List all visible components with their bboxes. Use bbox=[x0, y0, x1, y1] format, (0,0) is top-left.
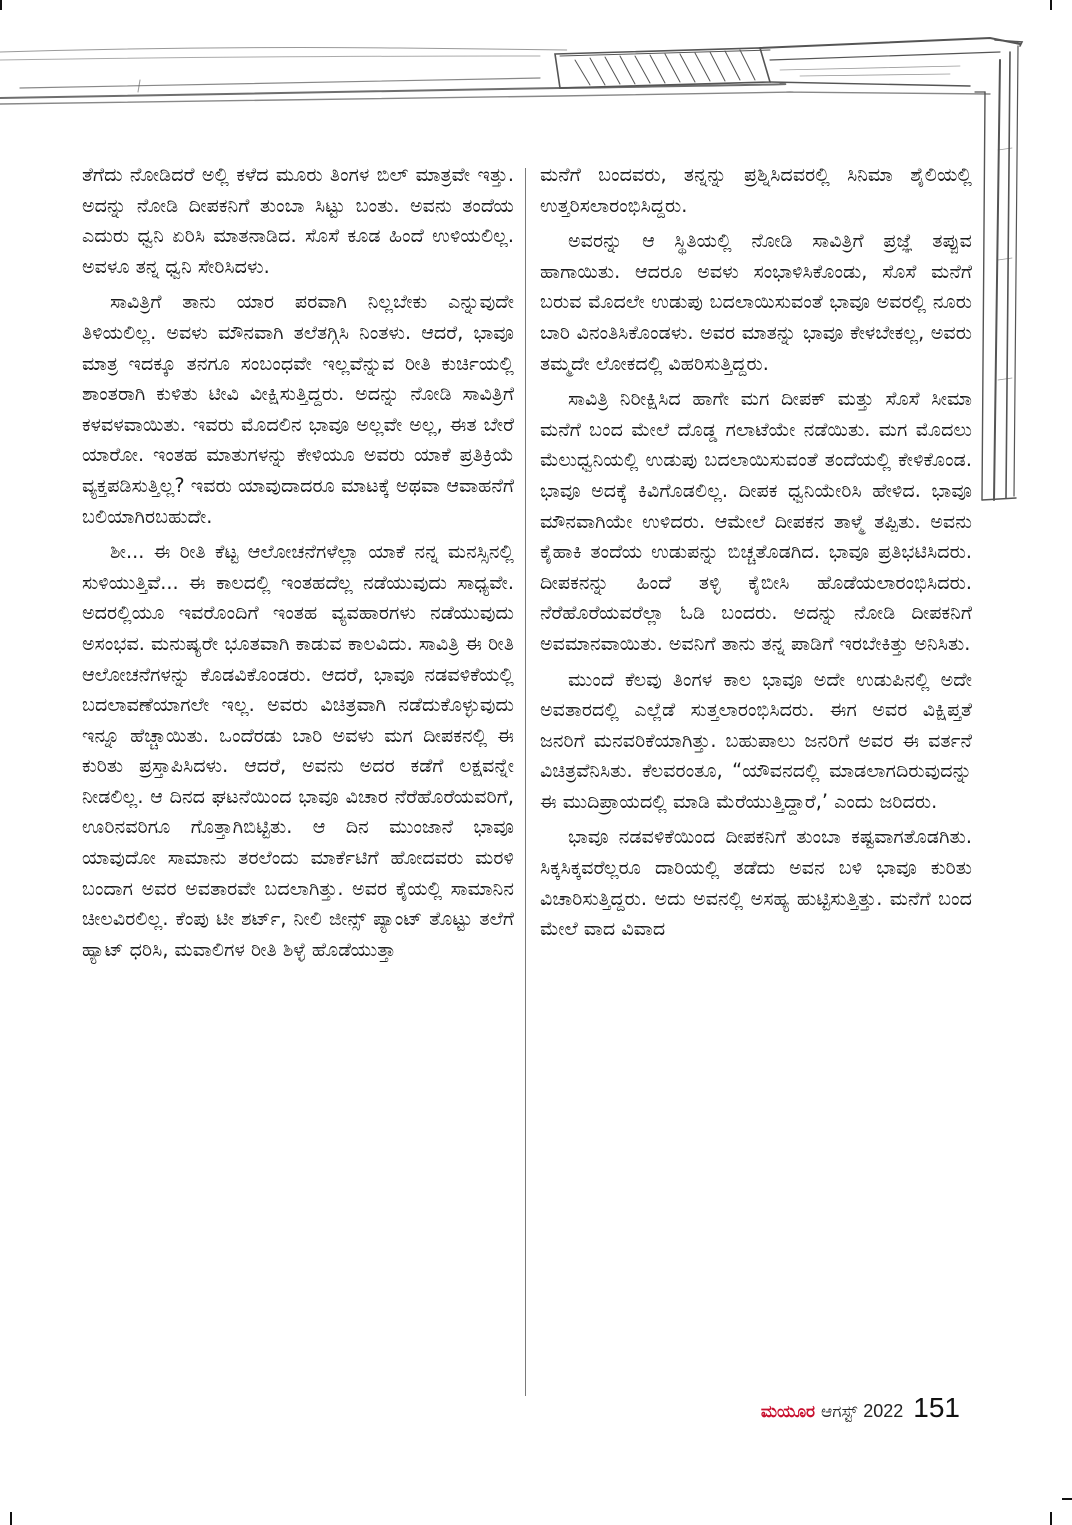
paragraph: ಮನೆಗೆ ಬಂದವರು, ತನ್ನನ್ನು ಪ್ರಶ್ನಿಸಿದವರಲ್ಲಿ ಸಿನಿಮಾ ಶೈಲಿಯಲ್ಲಿ ಉತ್ತರಿಸಲಾರಂಭಿಸಿದ್ದರು. bbox=[540, 163, 972, 217]
paragraph: ಸಾವಿತ್ರಿಗೆ ತಾನು ಯಾರ ಪರವಾಗಿ ನಿಲ್ಲಬೇಕು ಎನ್ನುವುದೇ ತಿಳಿಯಲಿಲ್ಲ. ಅವಳು ಮೌನವಾಗಿ ತಲೆತಗ್ಗಿಸಿ ನಿಂತಳು. ಆದರೆ, ಭಾವೂ ಮಾತ್ರ ಇದಕ್ಕೂ ತನಗೂ ಸಂಬಂಧವೇ ಇಲ್ಲವೆನ್ನುವ ರೀತಿ ಕುರ್ಚಿಯಲ್ಲಿ ಶಾಂತರಾಗಿ ಕುಳಿತು ಟೀವಿ ವೀಕ್ಷಿಸುತ್ತಿದ್ದರು. ಅದನ್ನು ನೋಡಿ ಸಾವಿತ್ರಿಗೆ ಕಳವಳವಾಯಿತು. ಇವರು ಮೊದಲಿನ ಭಾವೂ ಅಲ್ಲವೇ ಅಲ್ಲ, ಈತ ಬೇರೆ ಯಾರೋ. ಇಂತಹ ಮಾತುಗಳನ್ನು ಕೇಳಿಯೂ ಅವರು ಯಾಕೆ ಪ್ರತಿಕ್ರಿಯೆ ವ್ಯಕ್ತಪಡಿಸುತ್ತಿಲ್ಲ? ಇವರು ಯಾವುದಾದರೂ ಮಾಟಕ್ಕೆ ಅಥವಾ ಆವಾಹನೆಗೆ ಬಲಿಯಾಗಿರಬಹುದೇ. bbox=[82, 290, 514, 528]
magazine-name: ಮಯೂರ bbox=[760, 1402, 816, 1422]
issue-year: 2022 bbox=[863, 1401, 904, 1421]
crop-mark-bottom-right bbox=[1050, 1512, 1052, 1525]
article-column-left bbox=[82, 160, 514, 970]
crop-mark-bottom-left bbox=[10, 1512, 12, 1525]
paragraph: ಶೀ... ಈ ರೀತಿ ಕೆಟ್ಟ ಆಲೋಚನೆಗಳೆಲ್ಲಾ ಯಾಕೆ ನನ್ನ ಮನಸ್ಸಿನಲ್ಲಿ ಸುಳಿಯುತ್ತಿವೆ... ಈ ಕಾಲದಲ್ಲಿ ಇಂತಹದೆಲ್ಲ ನಡೆಯುವುದು ಸಾಧ್ಯವೇ. ಅದರಲ್ಲಿಯೂ ಇವರೊಂದಿಗೆ ಇಂತಹ ವ್ಯವಹಾರಗಳು ನಡೆಯುವುದು ಅಸಂಭವ. ಮನುಷ್ಯರೇ ಭೂತವಾಗಿ ಕಾಡುವ ಕಾಲವಿದು. ಸಾವಿತ್ರಿ ಈ ರೀತಿ ಆಲೋಚನೆಗಳನ್ನು ಕೊಡವಿಕೊಂಡರು. ಆದರೆ, ಭಾವೂ ನಡವಳಿಕೆಯಲ್ಲಿ ಬದಲಾವಣೆಯಾಗಲೇ ಇಲ್ಲ. ಅವರು ವಿಚಿತ್ರವಾಗಿ ನಡೆದುಕೊಳ್ಳುವುದು ಇನ್ನೂ ಹೆಚ್ಚಾಯಿತು. ಒಂದೆರಡು ಬಾರಿ ಅವಳು ಮಗ ದೀಪಕನಲ್ಲಿ ಈ ಕುರಿತು ಪ್ರಸ್ತಾಪಿಸಿದಳು. ಆದರೆ, ಅವನು ಅದರ ಕಡೆಗೆ ಲಕ್ಷವನ್ನೇ ನೀಡಲಿಲ್ಲ. ಆ ದಿನದ ಘಟನೆಯಿಂದ ಭಾವೂ ವಿಚಾರ ನೆರೆಹೊರೆಯವರಿಗೆ, ಊರಿನವರಿಗೂ ಗೊತ್ತಾಗಿಬಿಟ್ಟಿತು. ಆ ದಿನ ಮುಂಜಾನೆ ಭಾವೂ ಯಾವುದೋ ಸಾಮಾನು ತರಲೆಂದು ಮಾರ್ಕೆಟಿಗೆ ಹೋದವರು ಮರಳಿ ಬಂದಾಗ ಅವರ ಅವತಾರವೇ ಬದಲಾಗಿತ್ತು. ಅವರ ಕೈಯಲ್ಲಿ ಸಾಮಾನಿನ ಚೀಲವಿರಲಿಲ್ಲ. ಕೆಂಪು ಟೀ ಶರ್ಟ್, ನೀಲಿ ಜೀನ್ಸ್ ಪ್ಯಾಂಟ್ ತೊಟ್ಟು ತಲೆಗೆ ಹ್ಯಾಟ್ ಧರಿಸಿ, ಮವಾಲಿಗಳ ರೀತಿ ಶಿಳ್ಳೆ ಹೊಡೆಯುತ್ತಾ bbox=[82, 540, 514, 961]
column-divider bbox=[525, 168, 526, 1396]
paragraph: ಸಾವಿತ್ರಿ ನಿರೀಕ್ಷಿಸಿದ ಹಾಗೇ ಮಗ ದೀಪಕ್ ಮತ್ತು ಸೊಸೆ ಸೀಮಾ ಮನೆಗೆ ಬಂದ ಮೇಲೆ ದೊಡ್ಡ ಗಲಾಟೆಯೇ ನಡೆಯಿತು. ಮಗ ಮೊದಲು ಮೆಲುಧ್ವನಿಯಲ್ಲಿ ಉಡುಪು ಬದಲಾಯಿಸುವಂತೆ ತಂದೆಯಲ್ಲಿ ಕೇಳಿಕೊಂಡ. ಭಾವೂ ಅದಕ್ಕೆ ಕಿವಿಗೊಡಲಿಲ್ಲ. ದೀಪಕ ಧ್ವನಿಯೇರಿಸಿ ಹೇಳಿದ. ಭಾವೂ ಮೌನವಾಗಿಯೇ ಉಳಿದರು. ಆಮೇಲೆ ದೀಪಕನ ತಾಳ್ಮೆ ತಪ್ಪಿತು. ಅವನು ಕೈಹಾಕಿ ತಂದೆಯ ಉಡುಪನ್ನು ಬಿಚ್ಚತೊಡಗಿದ. ಭಾವೂ ಪ್ರತಿಭಟಿಸಿದರು. ದೀಪಕನನ್ನು ಹಿಂದೆ ತಳ್ಳಿ ಕೈಬೀಸಿ ಹೊಡೆಯಲಾರಂಭಿಸಿದರು. ನೆರೆಹೊರೆಯವರೆಲ್ಲಾ ಓಡಿ ಬಂದರು. ಅದನ್ನು ನೋಡಿ ದೀಪಕನಿಗೆ ಅವಮಾನವಾಯಿತು. ಅವನಿಗೆ ತಾನು ತನ್ನ ಪಾಡಿಗೆ ಇರಬೇಕಿತ್ತು ಅನಿಸಿತು. bbox=[540, 387, 972, 655]
issue-month: ಆಗಸ್ಟ್ bbox=[821, 1402, 858, 1422]
paragraph: ಭಾವೂ ನಡವಳಿಕೆಯಿಂದ ದೀಪಕನಿಗೆ ತುಂಬಾ ಕಷ್ಟವಾಗತೊಡಗಿತು. ಸಿಕ್ಕಸಿಕ್ಕವರೆಲ್ಲರೂ ದಾರಿಯಲ್ಲಿ ತಡೆದು ಅವನ ಬಳಿ ಭಾವೂ ಕುರಿತು ವಿಚಾರಿಸುತ್ತಿದ್ದರು. ಅದು ಅವನಲ್ಲಿ ಅಸಹ್ಯ ಹುಟ್ಟಿಸುತ್ತಿತ್ತು. ಮನೆಗೆ ಬಂದ ಮೇಲೆ ವಾದ ವಿವಾದ bbox=[540, 825, 972, 941]
article-column-right bbox=[540, 160, 972, 950]
paragraph: ಮುಂದೆ ಕೆಲವು ತಿಂಗಳ ಕಾಲ ಭಾವೂ ಅದೇ ಉಡುಪಿನಲ್ಲಿ ಅದೇ ಅವತಾರದಲ್ಲಿ ಎಲ್ಲೆಡೆ ಸುತ್ತಲಾರಂಭಿಸಿದರು. ಈಗ ಅವರ ವಿಕ್ಷಿಪ್ತತೆ ಜನರಿಗೆ ಮನವರಿಕೆಯಾಗಿತ್ತು. ಬಹುಪಾಲು ಜನರಿಗೆ ಅವರ ಈ ವರ್ತನೆ ವಿಚಿತ್ರವೆನಿಸಿತು. ಕೆಲವರಂತೂ, “ಯೌವನದಲ್ಲಿ ಮಾಡಲಾಗದಿರುವುದನ್ನು ಈ ಮುದಿಪ್ರಾಯದಲ್ಲಿ ಮಾಡಿ ಮೆರೆಯುತ್ತಿದ್ದಾರೆ,’ ಎಂದು ಜರಿದರು. bbox=[540, 667, 972, 813]
page-footer bbox=[761, 1392, 960, 1426]
crop-mark-right-mid bbox=[1062, 1498, 1072, 1500]
paragraph: ತೆಗೆದು ನೋಡಿದರೆ ಅಲ್ಲಿ ಕಳೆದ ಮೂರು ತಿಂಗಳ ಬಿಲ್ ಮಾತ್ರವೇ ಇತ್ತು. ಅದನ್ನು ನೋಡಿ ದೀಪಕನಿಗೆ ತುಂಬಾ ಸಿಟ್ಟು ಬಂತು. ಅವನು ತಂದೆಯ ಎದುರು ಧ್ವನಿ ಏರಿಸಿ ಮಾತನಾಡಿದ. ಸೊಸೆ ಕೂಡ ಹಿಂದೆ ಉಳಿಯಲಿಲ್ಲ. ಅವಳೂ ತನ್ನ ಧ್ವನಿ ಸೇರಿಸಿದಳು. bbox=[82, 163, 514, 278]
page-number: 151 bbox=[913, 1392, 960, 1423]
paragraph: ಅವರನ್ನು ಆ ಸ್ಥಿತಿಯಲ್ಲಿ ನೋಡಿ ಸಾವಿತ್ರಿಗೆ ಪ್ರಜ್ಞೆ ತಪ್ಪುವ ಹಾಗಾಯಿತು. ಆದರೂ ಅವಳು ಸಂಭಾಳಿಸಿಕೊಂಡು, ಸೊಸೆ ಮನೆಗೆ ಬರುವ ಮೊದಲೇ ಉಡುಪು ಬದಲಾಯಿಸುವಂತೆ ಭಾವೂ ಅವರಲ್ಲಿ ನೂರು ಬಾರಿ ವಿನಂತಿಸಿಕೊಂಡಳು. ಅವರ ಮಾತನ್ನು ಭಾವೂ ಕೇಳಬೇಕಲ್ಲ, ಅವರು ತಮ್ಮದೇ ಲೋಕದಲ್ಲಿ ವಿಹರಿಸುತ್ತಿದ್ದರು. bbox=[540, 229, 972, 375]
